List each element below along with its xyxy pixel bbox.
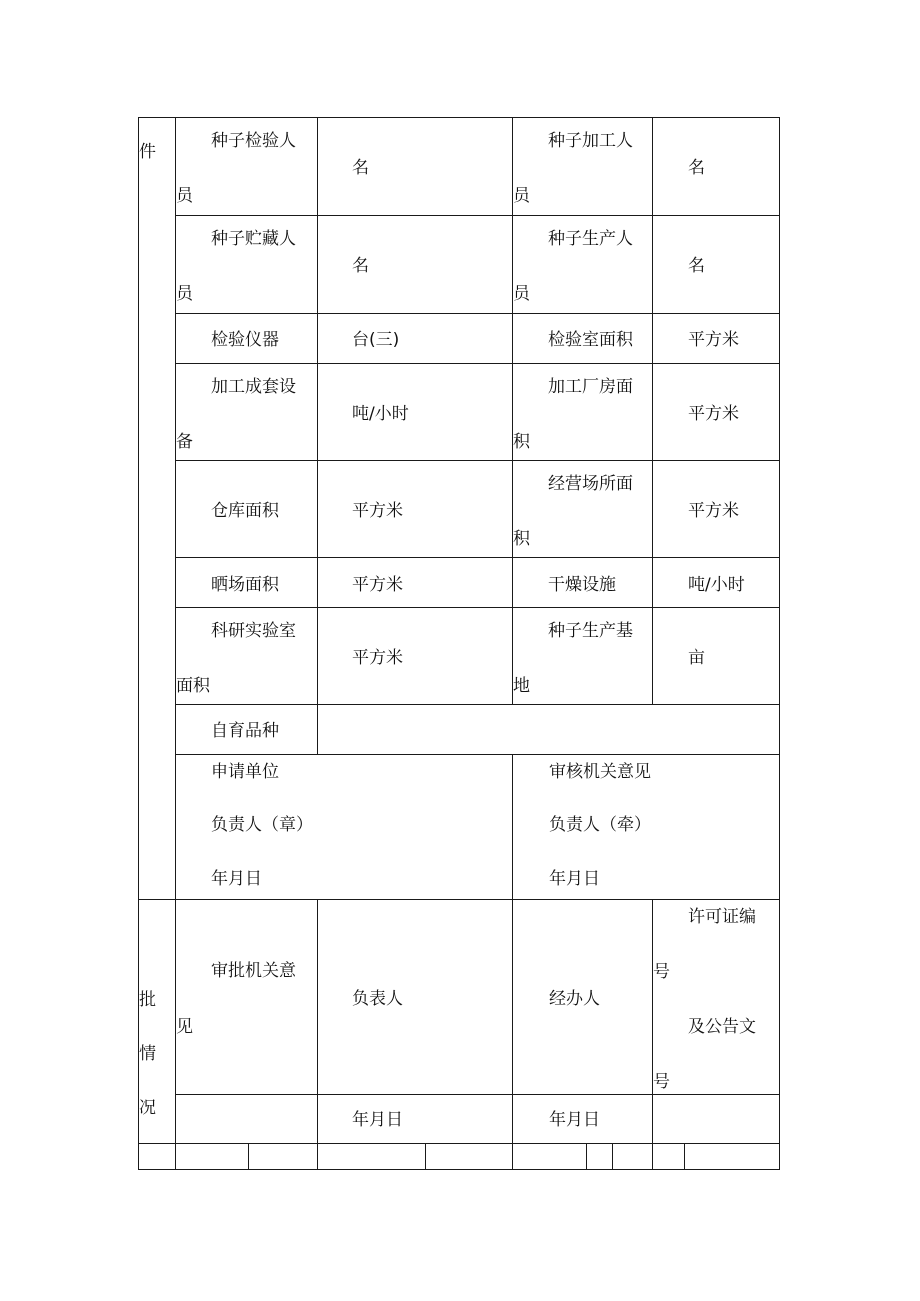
grid-line [175, 363, 780, 364]
drying-yard-label: 晒场面积 [211, 575, 279, 595]
grid-line [317, 899, 318, 1170]
grid-line [652, 899, 653, 1170]
equipment-label: 加工成套设 [211, 377, 296, 397]
grid-line [612, 1143, 613, 1170]
storage-unit: 名 [352, 256, 369, 276]
dryer-unit: 吨/小时 [688, 575, 745, 595]
producer-label-wrap: 员 [513, 284, 530, 304]
grid-line [138, 899, 780, 900]
side-label-jian: 件 [139, 142, 156, 162]
grid-line [652, 117, 653, 705]
research-lab-label: 科研实验室 [211, 621, 296, 641]
equipment-unit: 吨/小时 [352, 404, 409, 424]
plant-area-label-wrap: 积 [513, 432, 530, 452]
grid-line [175, 215, 780, 216]
grid-line [175, 754, 780, 755]
production-base-unit: 亩 [688, 648, 705, 668]
grid-line [175, 704, 780, 705]
production-base-label-wrap: 地 [513, 676, 530, 696]
reviewer-date: 年月日 [549, 869, 600, 889]
inspector-label: 种子检验人 [211, 131, 296, 151]
license-number-label-wrap: 号 [653, 962, 670, 982]
warehouse-unit: 平方米 [352, 501, 403, 521]
business-area-label: 经营场所面 [548, 474, 633, 494]
reviewer-person: 负责人（牵） [549, 815, 651, 835]
grid-line [175, 557, 780, 558]
side-label-pi: 批 [139, 990, 156, 1010]
applicant-unit: 申请单位 [211, 762, 279, 782]
plant-area-unit: 平方米 [688, 404, 739, 424]
dryer-label: 干燥设施 [548, 575, 616, 595]
storage-label-wrap: 员 [176, 284, 193, 304]
grid-line [586, 1143, 587, 1170]
grid-line [779, 117, 780, 1170]
drying-yard-unit: 平方米 [352, 575, 403, 595]
research-lab-label-wrap: 面积 [176, 676, 210, 696]
storage-label: 种子贮藏人 [211, 229, 296, 249]
grid-line [138, 117, 139, 1170]
side-label-qing: 情 [139, 1044, 156, 1064]
approval-head: 负表人 [352, 989, 403, 1009]
grid-line [175, 460, 780, 461]
grid-line [175, 607, 780, 608]
grid-line [317, 117, 318, 755]
production-base-label: 种子生产基 [548, 621, 633, 641]
inspector-label-wrap: 员 [176, 186, 193, 206]
announcement-label-wrap: 号 [653, 1072, 670, 1092]
research-lab-unit: 平方米 [352, 648, 403, 668]
applicant-date: 年月日 [211, 869, 262, 889]
producer-unit: 名 [688, 256, 705, 276]
processor-label-wrap: 员 [513, 186, 530, 206]
instruments-unit: 台(三) [352, 330, 400, 350]
processor-label: 种子加工人 [548, 131, 633, 151]
grid-line [512, 754, 513, 1170]
grid-line [175, 313, 780, 314]
announcement-label: 及公告文 [688, 1017, 756, 1037]
approval-handler-date: 年月日 [549, 1110, 600, 1130]
producer-label: 种子生产人 [548, 229, 633, 249]
approval-opinion-label: 审批机关意 [211, 961, 296, 981]
grid-line [248, 1143, 249, 1170]
business-area-unit: 平方米 [688, 501, 739, 521]
side-label-kuang: 况 [139, 1098, 156, 1118]
reviewer-title: 审核机关意见 [549, 762, 651, 782]
warehouse-label: 仓库面积 [211, 501, 279, 521]
processor-unit: 名 [688, 158, 705, 178]
equipment-label-wrap: 备 [176, 432, 193, 452]
grid-line [175, 1094, 780, 1095]
lab-area-label: 检验室面积 [548, 330, 633, 350]
applicant-person: 负责人（章） [211, 815, 313, 835]
approval-head-date: 年月日 [352, 1110, 403, 1130]
lab-area-unit: 平方米 [688, 330, 739, 350]
plant-area-label: 加工厂房面 [548, 377, 633, 397]
grid-line [138, 117, 780, 118]
grid-line [175, 117, 176, 1170]
self-bred-label: 自育品种 [211, 721, 279, 741]
approval-handler: 经办人 [549, 989, 600, 1009]
instruments-label: 检验仪器 [211, 330, 279, 350]
approval-opinion-label-wrap: 见 [176, 1017, 193, 1037]
grid-line [425, 1143, 426, 1170]
grid-line [684, 1143, 685, 1170]
inspector-unit: 名 [352, 158, 369, 178]
business-area-label-wrap: 积 [513, 529, 530, 549]
license-number-label: 许可证编 [688, 907, 756, 927]
